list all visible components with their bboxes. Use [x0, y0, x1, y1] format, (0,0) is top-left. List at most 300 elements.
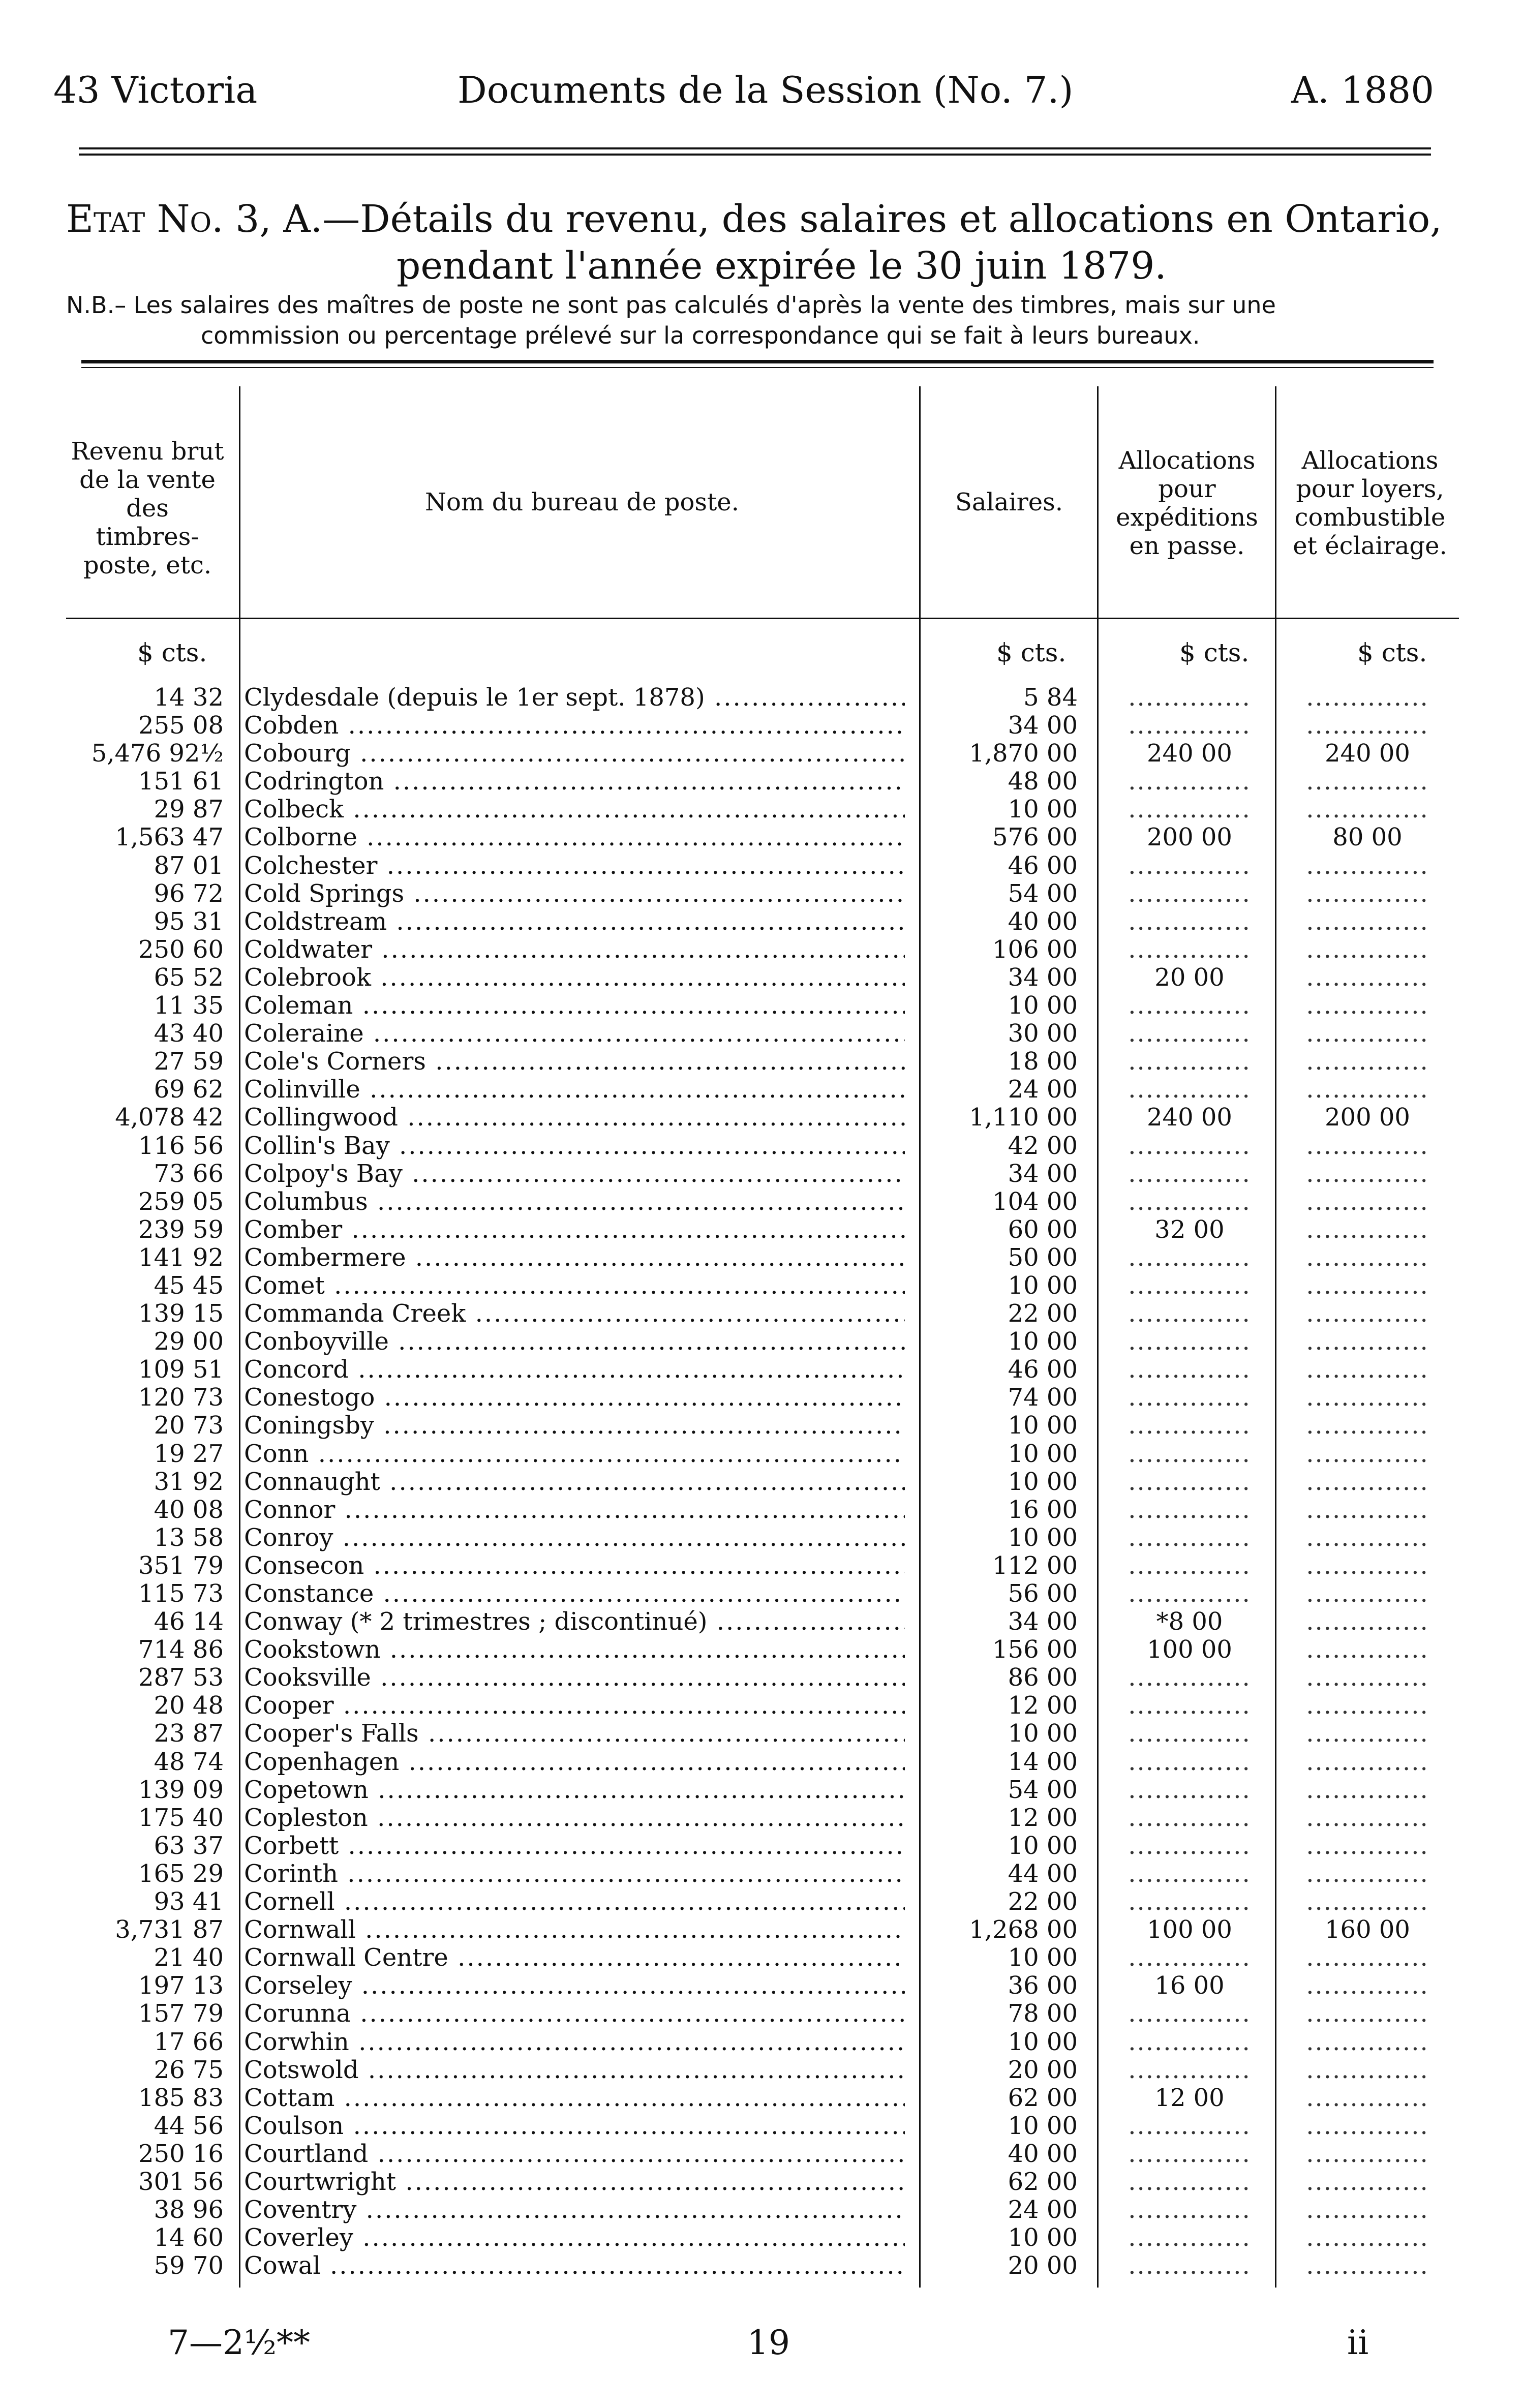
passage-allowance-cell: .............. — [1128, 1831, 1251, 1860]
revenue-cell: 95 31 — [154, 907, 224, 936]
passage-allowance-cell: .............. — [1128, 1999, 1251, 2028]
rent-allowance-cell: .............. — [1306, 2167, 1429, 2196]
note-line2: commission ou percentage prélevé sur la correspondance qui se fait à leurs bureaux. — [201, 322, 1200, 349]
table-row — [0, 964, 1523, 992]
revenue-cell: 11 35 — [154, 991, 224, 1020]
rent-allowance-cell: .............. — [1306, 683, 1429, 712]
passage-allowance-cell: .............. — [1128, 991, 1251, 1020]
table-row — [0, 1832, 1523, 1860]
header-session-label: 43 Victoria — [53, 69, 258, 111]
passage-allowance-cell: .............. — [1128, 1775, 1251, 1804]
revenue-cell: 141 92 — [138, 1243, 224, 1272]
table-row — [0, 1972, 1523, 2000]
passage-allowance-cell: .............. — [1128, 2111, 1251, 2140]
revenue-cell: 115 73 — [138, 1579, 224, 1608]
rent-allowance-cell: .............. — [1306, 935, 1429, 964]
post-office-name: Connaught ..... — [244, 1468, 905, 1496]
post-office-name: Cooper ..... — [244, 1692, 905, 1720]
passage-allowance-cell: 100 00 — [1147, 1635, 1232, 1664]
rent-allowance-cell: .............. — [1306, 2223, 1429, 2252]
passage-allowance-cell: .............. — [1128, 1579, 1251, 1608]
salary-cell: 5 84 — [1023, 683, 1078, 712]
passage-allowance-cell: .............. — [1128, 851, 1251, 880]
post-office-name: Colchester ..... — [244, 852, 905, 880]
table-row — [0, 1748, 1523, 1776]
revenue-cell: 116 56 — [138, 1131, 224, 1160]
salary-cell: 56 00 — [1008, 1579, 1078, 1608]
passage-allowance-cell: 16 00 — [1154, 1971, 1225, 2000]
table-row — [0, 1552, 1523, 1580]
rent-allowance-cell: .............. — [1306, 1523, 1429, 1552]
revenue-cell: 27 59 — [154, 1047, 224, 1076]
revenue-cell: 250 60 — [138, 935, 224, 964]
revenue-cell: 23 87 — [154, 1719, 224, 1748]
rent-allowance-cell: 160 00 — [1325, 1915, 1410, 1944]
salary-cell: 46 00 — [1008, 851, 1078, 880]
table-row — [0, 1776, 1523, 1804]
table-row — [0, 712, 1523, 740]
revenue-cell: 31 92 — [154, 1467, 224, 1496]
table-row — [0, 1916, 1523, 1944]
post-office-name: Coningsby ..... — [244, 1412, 905, 1440]
post-office-name: Coventry ..... — [244, 2196, 905, 2224]
passage-allowance-cell: .............. — [1128, 1467, 1251, 1496]
passage-allowance-cell: .............. — [1128, 1691, 1251, 1720]
rent-allowance-cell: .............. — [1306, 1467, 1429, 1496]
salary-cell: 44 00 — [1008, 1859, 1078, 1888]
passage-allowance-cell: .............. — [1128, 767, 1251, 796]
passage-allowance-cell: .............. — [1128, 1887, 1251, 1916]
units-rent: $ cts. — [1357, 638, 1427, 667]
rent-allowance-cell: .............. — [1306, 1747, 1429, 1776]
rent-allowance-cell: .............. — [1306, 711, 1429, 740]
rent-allowance-cell: .............. — [1306, 2251, 1429, 2280]
salary-cell: 10 00 — [1008, 1719, 1078, 1748]
revenue-cell: 43 40 — [154, 1019, 224, 1048]
passage-allowance-cell: .............. — [1128, 1943, 1251, 1972]
post-office-name: Cold Springs ..... — [244, 880, 905, 908]
rent-allowance-cell: .............. — [1306, 1551, 1429, 1580]
post-office-name: Corinth ..... — [244, 1860, 905, 1888]
post-office-name: Courtwright ..... — [244, 2168, 905, 2196]
revenue-cell: 157 79 — [138, 1999, 224, 2028]
revenue-cell: 20 48 — [154, 1691, 224, 1720]
rent-allowance-cell: .............. — [1306, 1495, 1429, 1524]
post-office-name: Conway (* 2 trimestres ; discontinué) ..... — [244, 1608, 905, 1636]
passage-allowance-cell: .............. — [1128, 2167, 1251, 2196]
column-header-passage: Allocations pour expéditions en passe. — [1116, 446, 1258, 560]
salary-cell: 34 00 — [1008, 963, 1078, 992]
post-office-name: Copleston ..... — [244, 1804, 905, 1832]
rent-allowance-cell: .............. — [1306, 991, 1429, 1020]
post-office-name: Cottam ..... — [244, 2084, 905, 2112]
title-line1: —Détails du revenu, des salaires et allocations en Ontario, — [322, 197, 1442, 241]
salary-cell: 104 00 — [992, 1187, 1078, 1216]
salary-cell: 156 00 — [992, 1635, 1078, 1664]
passage-allowance-cell: .............. — [1128, 1747, 1251, 1776]
post-office-name: Collin's Bay ..... — [244, 1132, 905, 1160]
rent-allowance-cell: 80 00 — [1332, 823, 1403, 852]
rent-allowance-cell: .............. — [1306, 1999, 1429, 2028]
table-body — [0, 684, 1523, 2280]
revenue-cell: 14 60 — [154, 2223, 224, 2252]
revenue-cell: 185 83 — [138, 2083, 224, 2112]
revenue-cell: 26 75 — [154, 2055, 224, 2084]
post-office-name: Corunna ..... — [244, 2000, 905, 2028]
post-office-name: Columbus ..... — [244, 1188, 905, 1216]
table-row — [0, 1580, 1523, 1608]
post-office-name: Colinville ..... — [244, 1076, 905, 1104]
rent-allowance-cell: .............. — [1306, 795, 1429, 824]
passage-allowance-cell: .............. — [1128, 1047, 1251, 1076]
table-row — [0, 1468, 1523, 1496]
salary-cell: 10 00 — [1008, 1467, 1078, 1496]
revenue-cell: 29 00 — [154, 1327, 224, 1356]
post-office-name: Cooper's Falls ..... — [244, 1720, 905, 1748]
rent-allowance-cell: .............. — [1306, 1579, 1429, 1608]
table-row — [0, 2000, 1523, 2028]
salary-cell: 10 00 — [1008, 1523, 1078, 1552]
post-office-name: Coleraine ..... — [244, 1020, 905, 1048]
rent-allowance-cell: .............. — [1306, 1159, 1429, 1188]
passage-allowance-cell: .............. — [1128, 2196, 1251, 2224]
passage-allowance-cell: .............. — [1128, 1243, 1251, 1272]
post-office-name: Cookstown ..... — [244, 1636, 905, 1664]
passage-allowance-cell: .............. — [1128, 1859, 1251, 1888]
revenue-cell: 4,078 42 — [115, 1103, 224, 1132]
salary-cell: 10 00 — [1008, 2111, 1078, 2140]
passage-allowance-cell: .............. — [1128, 1383, 1251, 1412]
passage-allowance-cell: .............. — [1128, 1663, 1251, 1692]
table-row — [0, 1888, 1523, 1916]
rent-allowance-cell: 240 00 — [1325, 739, 1410, 768]
revenue-cell: 5,476 92½ — [91, 739, 224, 768]
passage-allowance-cell: .............. — [1128, 1803, 1251, 1832]
passage-allowance-cell: .............. — [1128, 879, 1251, 908]
units-salaries: $ cts. — [996, 638, 1067, 667]
salary-cell: 54 00 — [1008, 879, 1078, 908]
salary-cell: 86 00 — [1008, 1663, 1078, 1692]
post-office-name: Combermere ..... — [244, 1244, 905, 1272]
table-row — [0, 1636, 1523, 1664]
table-row — [0, 2168, 1523, 2196]
column-header-revenue: Revenu brut de la vente des timbres- poste, etc. — [71, 437, 224, 580]
post-office-name: Coulson ..... — [244, 2112, 905, 2140]
passage-allowance-cell: .............. — [1128, 907, 1251, 936]
post-office-name: Conn ..... — [244, 1440, 905, 1468]
table-row — [0, 1664, 1523, 1692]
salary-cell: 62 00 — [1008, 2083, 1078, 2112]
rent-allowance-cell: .............. — [1306, 1887, 1429, 1916]
salary-cell: 10 00 — [1008, 1327, 1078, 1356]
rent-allowance-cell: .............. — [1306, 1411, 1429, 1440]
table-row — [0, 1104, 1523, 1132]
rent-allowance-cell: .............. — [1306, 1803, 1429, 1832]
rent-allowance-cell: .............. — [1306, 1299, 1429, 1328]
rent-allowance-cell: .............. — [1306, 2055, 1429, 2084]
post-office-name: Collingwood ..... — [244, 1104, 905, 1132]
table-row — [0, 936, 1523, 964]
rent-allowance-cell: .............. — [1306, 1859, 1429, 1888]
post-office-name: Comet ..... — [244, 1272, 905, 1300]
table-row — [0, 1720, 1523, 1748]
post-office-name: Courtland ..... — [244, 2140, 905, 2168]
revenue-cell: 48 74 — [154, 1747, 224, 1776]
salary-cell: 20 00 — [1008, 2055, 1078, 2084]
revenue-cell: 69 62 — [154, 1075, 224, 1104]
passage-allowance-cell: .............. — [1128, 795, 1251, 824]
post-office-name: Colbeck ..... — [244, 796, 905, 824]
rent-allowance-cell: .............. — [1306, 1831, 1429, 1860]
salary-cell: 12 00 — [1008, 1803, 1078, 1832]
revenue-cell: 197 13 — [138, 1971, 224, 2000]
salary-cell: 30 00 — [1008, 1019, 1078, 1048]
post-office-name: Cobden ..... — [244, 712, 905, 740]
column-header-salaries: Salaires. — [955, 488, 1063, 516]
table-row — [0, 1608, 1523, 1636]
column-header-name: Nom du bureau de poste. — [425, 488, 739, 516]
salary-cell: 10 00 — [1008, 1411, 1078, 1440]
note-line1: N.B.– Les salaires des maîtres de poste ne sont pas calculés d'après la vente des timbres, mais sur une — [66, 291, 1276, 319]
post-office-name: Concord ..... — [244, 1356, 905, 1384]
salary-cell: 34 00 — [1008, 1159, 1078, 1188]
table-row — [0, 1524, 1523, 1552]
table-row — [0, 1048, 1523, 1076]
passage-allowance-cell: .............. — [1128, 1159, 1251, 1188]
revenue-cell: 139 09 — [138, 1775, 224, 1804]
table-row — [0, 1860, 1523, 1888]
passage-allowance-cell: .............. — [1128, 2055, 1251, 2084]
table-row — [0, 1440, 1523, 1468]
salary-cell: 1,110 00 — [969, 1103, 1078, 1132]
header-separator — [66, 618, 1459, 619]
passage-allowance-cell: 200 00 — [1147, 823, 1232, 852]
passage-allowance-cell: .............. — [1128, 711, 1251, 740]
table-title — [66, 196, 1469, 289]
table-row — [0, 1216, 1523, 1244]
footer-page-roman: ii — [1347, 2323, 1369, 2362]
passage-allowance-cell: .............. — [1128, 1075, 1251, 1104]
passage-allowance-cell: .............. — [1128, 2139, 1251, 2168]
rent-allowance-cell: 200 00 — [1325, 1103, 1410, 1132]
table-row — [0, 2196, 1523, 2224]
footer-page-number: 19 — [747, 2323, 790, 2362]
table-row — [0, 1496, 1523, 1524]
table-top-rule-thin — [81, 367, 1434, 368]
title-line2: pendant l'année expirée le 30 juin 1879. — [397, 244, 1167, 288]
post-office-name: Conroy ..... — [244, 1524, 905, 1552]
passage-allowance-cell: .............. — [1128, 1719, 1251, 1748]
salary-cell: 10 00 — [1008, 1439, 1078, 1468]
passage-allowance-cell: 240 00 — [1147, 1103, 1232, 1132]
table-top-rule — [81, 360, 1434, 363]
post-office-name: Conestogo ..... — [244, 1384, 905, 1412]
rent-allowance-cell: .............. — [1306, 879, 1429, 908]
salary-cell: 1,870 00 — [969, 739, 1078, 768]
table-row — [0, 1244, 1523, 1272]
salary-cell: 1,268 00 — [969, 1915, 1078, 1944]
revenue-cell: 351 79 — [138, 1551, 224, 1580]
post-office-name: Cornell ..... — [244, 1888, 905, 1916]
revenue-cell: 239 59 — [138, 1215, 224, 1244]
passage-allowance-cell: .............. — [1128, 1439, 1251, 1468]
table-row — [0, 684, 1523, 712]
revenue-cell: 3,731 87 — [115, 1915, 224, 1944]
passage-allowance-cell: *8 00 — [1156, 1607, 1223, 1636]
post-office-name: Coldstream ..... — [244, 908, 905, 936]
rent-allowance-cell: .............. — [1306, 1243, 1429, 1272]
table-row — [0, 2056, 1523, 2084]
table-row — [0, 1132, 1523, 1160]
passage-allowance-cell: .............. — [1128, 1271, 1251, 1300]
table-row — [0, 2028, 1523, 2056]
column-header-rent: Allocations pour loyers, combustible et éclairage. — [1293, 446, 1447, 560]
salary-cell: 74 00 — [1008, 1383, 1078, 1412]
post-office-name: Copenhagen ..... — [244, 1748, 905, 1776]
table-row — [0, 2084, 1523, 2112]
passage-allowance-cell: 100 00 — [1147, 1915, 1232, 1944]
salary-cell: 54 00 — [1008, 1775, 1078, 1804]
rent-allowance-cell: .............. — [1306, 1019, 1429, 1048]
header-document-title: Documents de la Session (No. 7.) — [458, 69, 1074, 111]
rent-allowance-cell: .............. — [1306, 1943, 1429, 1972]
passage-allowance-cell: .............. — [1128, 1187, 1251, 1216]
post-office-name: Coldwater ..... — [244, 936, 905, 964]
revenue-cell: 73 66 — [154, 1159, 224, 1188]
salary-cell: 576 00 — [992, 823, 1078, 852]
post-office-name: Comber ..... — [244, 1216, 905, 1244]
table-row — [0, 1944, 1523, 1972]
rent-allowance-cell: .............. — [1306, 963, 1429, 992]
table-row — [0, 740, 1523, 768]
note — [66, 290, 1469, 351]
revenue-cell: 46 14 — [154, 1607, 224, 1636]
revenue-cell: 287 53 — [138, 1663, 224, 1692]
rent-allowance-cell: .............. — [1306, 1327, 1429, 1356]
salary-cell: 10 00 — [1008, 795, 1078, 824]
rent-allowance-cell: .............. — [1306, 1047, 1429, 1076]
revenue-cell: 120 73 — [138, 1383, 224, 1412]
rent-allowance-cell: .............. — [1306, 1187, 1429, 1216]
revenue-cell: 19 27 — [154, 1439, 224, 1468]
post-office-name: Cole's Corners ..... — [244, 1048, 905, 1076]
passage-allowance-cell: 20 00 — [1154, 963, 1225, 992]
footer-signature: 7—2½** — [168, 2323, 310, 2362]
passage-allowance-cell: .............. — [1128, 935, 1251, 964]
table-row — [0, 2224, 1523, 2252]
passage-allowance-cell: 32 00 — [1154, 1215, 1225, 1244]
revenue-cell: 44 56 — [154, 2111, 224, 2140]
revenue-cell: 14 32 — [154, 683, 224, 712]
passage-allowance-cell: .............. — [1128, 1131, 1251, 1160]
revenue-cell: 250 16 — [138, 2139, 224, 2168]
revenue-cell: 301 56 — [138, 2167, 224, 2196]
rent-allowance-cell: .............. — [1306, 2027, 1429, 2056]
salary-cell: 10 00 — [1008, 991, 1078, 1020]
passage-allowance-cell: .............. — [1128, 1327, 1251, 1356]
revenue-cell: 45 45 — [154, 1271, 224, 1300]
rent-allowance-cell: .............. — [1306, 1607, 1429, 1636]
rent-allowance-cell: .............. — [1306, 2083, 1429, 2112]
passage-allowance-cell: .............. — [1128, 1019, 1251, 1048]
passage-allowance-cell: 240 00 — [1147, 739, 1232, 768]
units-passage: $ cts. — [1179, 638, 1250, 667]
salary-cell: 42 00 — [1008, 1131, 1078, 1160]
post-office-name: Constance ..... — [244, 1580, 905, 1608]
table-row — [0, 796, 1523, 824]
rent-allowance-cell: .............. — [1306, 1691, 1429, 1720]
rent-allowance-cell: .............. — [1306, 907, 1429, 936]
salary-cell: 10 00 — [1008, 2223, 1078, 2252]
table-row — [0, 880, 1523, 908]
rent-allowance-cell: .............. — [1306, 1635, 1429, 1664]
revenue-cell: 13 58 — [154, 1523, 224, 1552]
salary-cell: 40 00 — [1008, 2139, 1078, 2168]
revenue-cell: 93 41 — [154, 1887, 224, 1916]
post-office-name: Connor ..... — [244, 1496, 905, 1524]
post-office-name: Cornwall ..... — [244, 1916, 905, 1944]
post-office-name: Corbett ..... — [244, 1832, 905, 1860]
revenue-cell: 59 70 — [154, 2251, 224, 2280]
revenue-cell: 29 87 — [154, 795, 224, 824]
post-office-name: Codrington ..... — [244, 768, 905, 796]
table-row — [0, 1160, 1523, 1188]
rent-allowance-cell: .............. — [1306, 1215, 1429, 1244]
post-office-name: Coverley ..... — [244, 2224, 905, 2252]
post-office-name: Corseley ..... — [244, 1972, 905, 2000]
revenue-cell: 38 96 — [154, 2196, 224, 2224]
post-office-name: Coleman ..... — [244, 992, 905, 1020]
post-office-name: Cowal ..... — [244, 2252, 905, 2280]
revenue-cell: 255 08 — [138, 711, 224, 740]
post-office-name: Colpoy's Bay ..... — [244, 1160, 905, 1188]
table-row — [0, 1804, 1523, 1832]
rent-allowance-cell: .............. — [1306, 2111, 1429, 2140]
salary-cell: 78 00 — [1008, 1999, 1078, 2028]
passage-allowance-cell: .............. — [1128, 683, 1251, 712]
revenue-cell: 20 73 — [154, 1411, 224, 1440]
post-office-name: Cotswold ..... — [244, 2056, 905, 2084]
salary-cell: 10 00 — [1008, 1831, 1078, 1860]
revenue-cell: 87 01 — [154, 851, 224, 880]
units-revenue: $ cts. — [137, 638, 207, 667]
revenue-cell: 139 15 — [138, 1299, 224, 1328]
salary-cell: 10 00 — [1008, 2027, 1078, 2056]
table-row — [0, 1692, 1523, 1720]
post-office-name: Copetown ..... — [244, 1776, 905, 1804]
post-office-name: Colebrook ..... — [244, 964, 905, 992]
salary-cell: 34 00 — [1008, 1607, 1078, 1636]
passage-allowance-cell: .............. — [1128, 1411, 1251, 1440]
salary-cell: 12 00 — [1008, 1691, 1078, 1720]
rent-allowance-cell: .............. — [1306, 1775, 1429, 1804]
salary-cell: 20 00 — [1008, 2251, 1078, 2280]
passage-allowance-cell: .............. — [1128, 2223, 1251, 2252]
post-office-name: Commanda Creek ..... — [244, 1300, 905, 1328]
revenue-cell: 151 61 — [138, 767, 224, 796]
salary-cell: 24 00 — [1008, 2196, 1078, 2224]
post-office-name: Corwhin ..... — [244, 2028, 905, 2056]
table-row — [0, 768, 1523, 796]
passage-allowance-cell: .............. — [1128, 1299, 1251, 1328]
rent-allowance-cell: .............. — [1306, 1719, 1429, 1748]
table-row — [0, 1076, 1523, 1104]
title-label: Etat No. 3, A. — [66, 197, 323, 241]
table-row — [0, 1272, 1523, 1300]
salary-cell: 16 00 — [1008, 1495, 1078, 1524]
header-year: A. 1880 — [1291, 69, 1435, 111]
post-office-name: Clydesdale (depuis le 1er sept. 1878) ..... — [244, 684, 905, 712]
